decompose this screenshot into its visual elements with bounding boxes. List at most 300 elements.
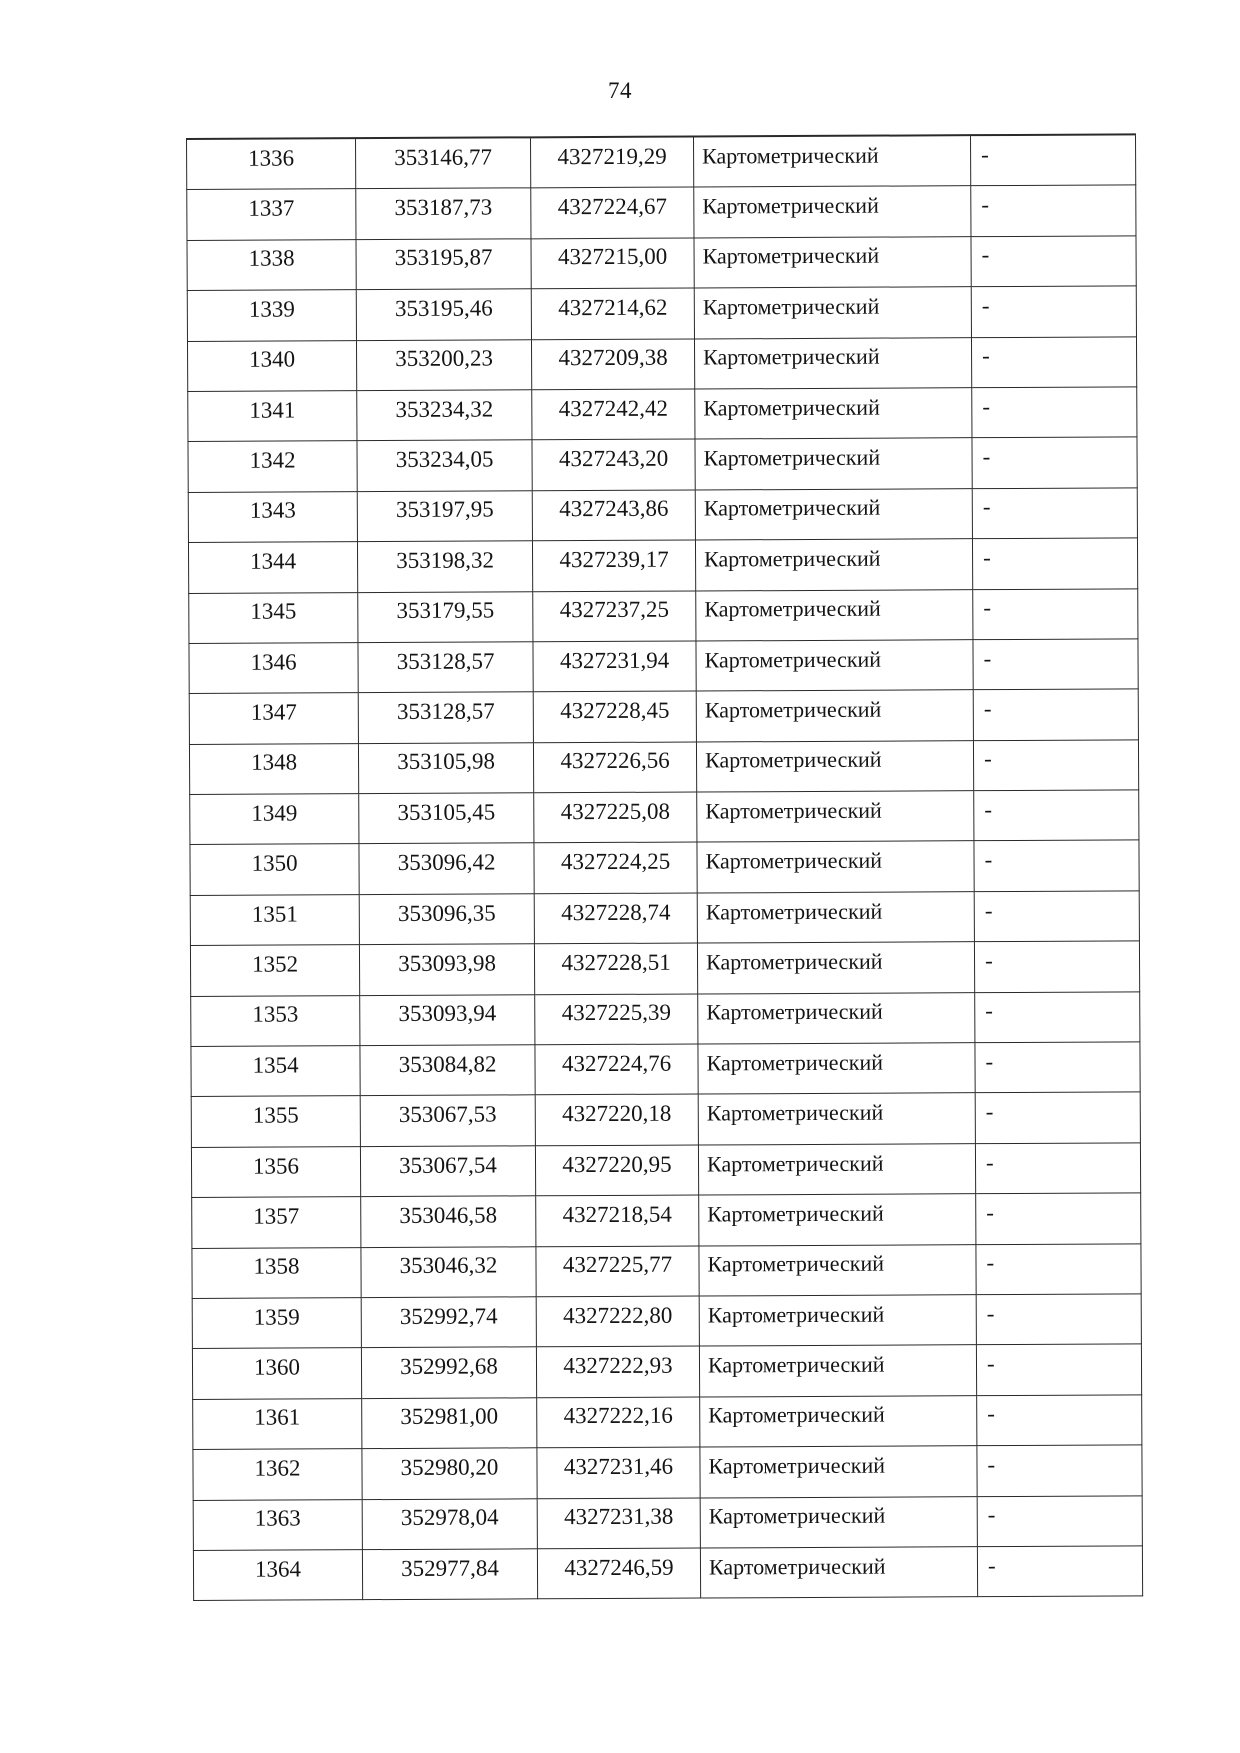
y-coordinate-cell xyxy=(536,1296,699,1347)
y-coordinate-cell-text: 4327243,86 xyxy=(559,496,669,522)
method-cell xyxy=(700,1547,977,1599)
y-coordinate-cell-text: 4327226,56 xyxy=(560,748,670,774)
accuracy-cell-text: - xyxy=(981,242,990,268)
table-row xyxy=(193,1546,1142,1601)
y-coordinate-cell-text: 4327219,29 xyxy=(557,143,667,169)
accuracy-cell xyxy=(973,588,1138,639)
table-row xyxy=(190,891,1139,946)
point-number-cell-text: 1349 xyxy=(251,800,298,826)
method-cell-text: Картометрический xyxy=(708,1452,886,1479)
coordinates-table-body xyxy=(187,134,1143,1600)
point-number-cell xyxy=(187,290,356,341)
method-cell-text: Картометрический xyxy=(702,192,879,219)
table-row xyxy=(191,1042,1140,1097)
accuracy-cell-text: - xyxy=(982,444,991,470)
y-coordinate-cell-text: 4327215,00 xyxy=(557,244,668,270)
x-coordinate-cell-text: 353096,35 xyxy=(397,900,496,926)
point-number-cell xyxy=(188,441,357,492)
method-cell xyxy=(694,236,971,288)
y-coordinate-cell-text: 4327231,38 xyxy=(564,1503,674,1530)
point-number-cell-text: 1350 xyxy=(251,850,298,876)
point-number-cell-text: 1351 xyxy=(251,901,298,927)
point-number-cell xyxy=(190,895,359,946)
point-number-cell-text: 1347 xyxy=(250,699,297,725)
point-number-cell xyxy=(191,1146,360,1197)
y-coordinate-cell-text: 4327243,20 xyxy=(558,445,669,472)
x-coordinate-cell xyxy=(362,1549,537,1600)
y-coordinate-cell xyxy=(537,1397,700,1448)
accuracy-cell xyxy=(975,991,1140,1042)
table-row xyxy=(188,387,1137,442)
y-coordinate-cell xyxy=(532,540,695,591)
x-coordinate-cell-text: 353179,55 xyxy=(396,597,495,624)
table-row xyxy=(189,588,1138,643)
y-coordinate-cell-text: 4327242,42 xyxy=(558,395,669,421)
method-cell xyxy=(700,1496,977,1548)
method-cell-text: Картометрический xyxy=(706,1099,884,1126)
x-coordinate-cell xyxy=(360,1095,535,1146)
method-cell xyxy=(699,1244,976,1296)
point-number-cell-text: 1346 xyxy=(250,649,297,675)
method-cell-text: Картометрический xyxy=(702,142,879,169)
y-coordinate-cell-text: 4327239,17 xyxy=(559,546,669,572)
method-cell xyxy=(697,892,974,944)
method-cell-text: Картометрический xyxy=(706,998,883,1025)
point-number-cell xyxy=(192,1348,361,1399)
method-cell-text: Картометрический xyxy=(707,1250,885,1277)
accuracy-cell-text: - xyxy=(981,192,990,218)
x-coordinate-cell xyxy=(358,692,533,743)
accuracy-cell xyxy=(976,1294,1141,1345)
y-coordinate-cell-text: 4327209,38 xyxy=(558,344,668,371)
page-number: 74 xyxy=(608,78,632,103)
y-coordinate-cell xyxy=(532,490,695,541)
y-coordinate-cell-text: 4327225,77 xyxy=(562,1251,673,1278)
accuracy-cell-text: - xyxy=(987,1401,995,1427)
table-row xyxy=(190,840,1139,895)
point-number-cell xyxy=(187,189,356,240)
x-coordinate-cell xyxy=(361,1347,536,1398)
point-number-cell xyxy=(189,693,358,744)
table-row xyxy=(190,941,1139,996)
table-row xyxy=(189,689,1138,744)
accuracy-cell xyxy=(974,941,1139,992)
x-coordinate-cell xyxy=(356,289,531,340)
x-coordinate-cell-text: 353146,77 xyxy=(394,144,493,170)
point-number-cell xyxy=(189,643,358,694)
accuracy-cell-text: - xyxy=(982,494,991,520)
accuracy-cell-text: - xyxy=(987,1502,996,1528)
method-cell-text: Картометрический xyxy=(704,646,882,673)
accuracy-cell-text: - xyxy=(983,645,992,671)
y-coordinate-cell-text: 4327246,59 xyxy=(564,1554,674,1580)
x-coordinate-cell xyxy=(362,1398,537,1449)
y-coordinate-cell xyxy=(533,691,696,742)
point-number-cell xyxy=(193,1550,362,1601)
x-coordinate-cell-text: 353234,05 xyxy=(395,446,494,473)
x-coordinate-cell xyxy=(359,944,534,995)
x-coordinate-cell xyxy=(357,541,532,592)
y-coordinate-cell-text: 4327220,95 xyxy=(562,1151,672,1177)
method-cell xyxy=(695,488,972,540)
point-number-cell-text: 1361 xyxy=(254,1404,301,1431)
accuracy-cell xyxy=(972,488,1137,539)
method-cell-text: Картометрический xyxy=(708,1553,886,1580)
table-row xyxy=(191,1092,1140,1147)
y-coordinate-cell xyxy=(537,1498,700,1549)
point-number-cell-text: 1340 xyxy=(249,346,296,372)
accuracy-cell xyxy=(970,134,1135,186)
y-coordinate-cell-text: 4327222,16 xyxy=(563,1403,673,1429)
accuracy-cell xyxy=(977,1546,1142,1597)
table-row xyxy=(192,1344,1141,1399)
method-cell xyxy=(695,388,972,440)
point-number-cell-text: 1360 xyxy=(253,1354,301,1380)
y-coordinate-cell xyxy=(534,792,697,843)
method-cell-text: Картометрический xyxy=(708,1402,885,1428)
accuracy-cell-text: - xyxy=(986,1300,995,1326)
x-coordinate-cell-text: 353195,87 xyxy=(394,244,493,271)
point-number-cell-text: 1359 xyxy=(253,1304,300,1330)
point-number-cell xyxy=(192,1197,361,1248)
x-coordinate-cell-text: 353198,32 xyxy=(396,547,495,573)
accuracy-cell xyxy=(974,891,1139,942)
y-coordinate-cell-text: 4327224,76 xyxy=(561,1050,672,1076)
accuracy-cell xyxy=(972,538,1137,589)
y-coordinate-cell xyxy=(532,439,695,490)
y-coordinate-cell-text: 4327224,67 xyxy=(557,193,668,220)
method-cell-text: Картометрический xyxy=(705,797,882,824)
point-number-cell-text: 1345 xyxy=(250,598,297,624)
x-coordinate-cell xyxy=(360,1146,535,1197)
x-coordinate-cell-text: 353187,73 xyxy=(394,194,493,221)
y-coordinate-cell xyxy=(533,591,696,642)
method-cell xyxy=(698,1093,975,1145)
point-number-cell xyxy=(192,1247,361,1298)
method-cell xyxy=(696,740,973,792)
y-coordinate-cell-text: 4327231,94 xyxy=(559,647,670,673)
table-row xyxy=(193,1495,1142,1550)
method-cell xyxy=(698,992,975,1044)
point-number-cell-text: 1354 xyxy=(252,1052,299,1078)
accuracy-cell xyxy=(971,185,1136,236)
point-number-cell-text: 1355 xyxy=(252,1102,299,1128)
accuracy-cell-text: - xyxy=(984,948,993,974)
method-cell xyxy=(697,841,974,893)
x-coordinate-cell xyxy=(358,591,533,642)
x-coordinate-cell-text: 353093,98 xyxy=(398,950,496,976)
x-coordinate-cell-text: 353195,46 xyxy=(394,295,493,321)
method-cell-text: Картометрический xyxy=(704,696,882,723)
y-coordinate-cell-text: 4327222,80 xyxy=(563,1302,673,1328)
accuracy-cell xyxy=(977,1395,1142,1446)
x-coordinate-cell-text: 353067,53 xyxy=(398,1101,497,1128)
accuracy-cell xyxy=(971,286,1136,337)
table-row xyxy=(191,991,1140,1046)
accuracy-cell-text: - xyxy=(983,746,992,772)
method-cell xyxy=(698,1143,975,1195)
accuracy-cell xyxy=(973,689,1138,740)
method-cell xyxy=(699,1295,976,1347)
table-row xyxy=(193,1445,1142,1500)
method-cell-text: Картометрический xyxy=(703,444,881,471)
x-coordinate-cell xyxy=(359,843,534,894)
method-cell-text: Картометрический xyxy=(707,1301,885,1328)
y-coordinate-cell xyxy=(531,238,694,289)
table-row xyxy=(187,286,1136,341)
accuracy-cell-text: - xyxy=(987,1552,996,1578)
point-number-cell xyxy=(191,1096,360,1147)
accuracy-cell-text: - xyxy=(986,1351,995,1377)
x-coordinate-cell xyxy=(362,1448,537,1499)
y-coordinate-cell-text: 4327222,93 xyxy=(563,1352,673,1379)
method-cell xyxy=(696,589,973,641)
y-coordinate-cell-text: 4327228,45 xyxy=(560,697,670,724)
accuracy-cell-text: - xyxy=(983,595,992,621)
accuracy-cell-text: - xyxy=(984,897,993,923)
point-number-cell xyxy=(193,1449,362,1500)
point-number-cell xyxy=(187,340,356,391)
accuracy-cell xyxy=(977,1445,1142,1496)
point-number-cell-text: 1338 xyxy=(248,245,295,272)
x-coordinate-cell-text: 353105,45 xyxy=(397,799,496,825)
method-cell xyxy=(700,1446,977,1498)
y-coordinate-cell xyxy=(531,137,694,189)
accuracy-cell xyxy=(975,1092,1140,1143)
accuracy-cell xyxy=(975,1143,1140,1194)
point-number-cell-text: 1356 xyxy=(252,1152,300,1179)
point-number-cell xyxy=(193,1398,362,1449)
point-number-cell-text: 1352 xyxy=(251,951,299,977)
point-number-cell-text: 1337 xyxy=(248,195,295,221)
accuracy-cell xyxy=(976,1344,1141,1395)
y-coordinate-cell xyxy=(537,1447,700,1498)
x-coordinate-cell-text: 353197,95 xyxy=(395,496,494,523)
table-row xyxy=(188,488,1137,543)
x-coordinate-cell xyxy=(361,1246,536,1297)
x-coordinate-cell xyxy=(360,1045,535,1096)
method-cell-text: Картометрический xyxy=(704,595,881,622)
accuracy-cell-text: - xyxy=(985,1149,994,1175)
y-coordinate-cell xyxy=(536,1246,699,1297)
y-coordinate-cell xyxy=(534,842,697,893)
x-coordinate-cell-text: 353093,94 xyxy=(398,1000,497,1027)
y-coordinate-cell-text: 4327218,54 xyxy=(562,1201,672,1228)
x-coordinate-cell xyxy=(357,491,532,542)
method-cell xyxy=(694,337,971,389)
point-number-cell-text: 1362 xyxy=(254,1455,301,1481)
point-number-cell xyxy=(191,995,360,1046)
method-cell-text: Картометрический xyxy=(708,1502,886,1529)
y-coordinate-cell xyxy=(534,893,697,944)
method-cell-text: Картометрический xyxy=(707,1351,885,1378)
x-coordinate-cell-text: 353096,42 xyxy=(397,849,496,876)
method-cell-text: Картометрический xyxy=(705,847,883,874)
point-number-cell xyxy=(192,1298,361,1349)
y-coordinate-cell-text: 4327228,74 xyxy=(561,899,671,925)
table-row xyxy=(188,538,1137,593)
x-coordinate-cell-text: 353128,57 xyxy=(396,698,495,724)
x-coordinate-cell xyxy=(361,1297,536,1348)
method-cell xyxy=(695,539,972,591)
x-coordinate-cell-text: 353084,82 xyxy=(398,1051,497,1077)
method-cell-text: Картометрический xyxy=(705,898,883,925)
accuracy-cell-text: - xyxy=(982,393,991,419)
point-number-cell xyxy=(189,592,358,643)
accuracy-cell xyxy=(973,740,1138,791)
accuracy-cell xyxy=(976,1193,1141,1244)
method-cell-text: Картометрический xyxy=(705,948,883,975)
accuracy-cell-text: - xyxy=(984,847,993,873)
accuracy-cell-text: - xyxy=(981,292,990,318)
accuracy-cell xyxy=(973,639,1138,690)
method-cell-text: Картометрический xyxy=(706,1049,884,1076)
point-number-cell-text: 1344 xyxy=(250,548,297,574)
x-coordinate-cell xyxy=(356,239,531,290)
table-row xyxy=(189,740,1138,795)
method-cell-text: Картометрический xyxy=(703,495,881,521)
accuracy-cell-text: - xyxy=(983,696,992,722)
x-coordinate-cell-text: 353067,54 xyxy=(399,1151,497,1178)
point-number-cell xyxy=(190,945,359,996)
accuracy-cell xyxy=(971,236,1136,287)
table-row xyxy=(191,1143,1140,1198)
method-cell-text: Картометрический xyxy=(707,1200,884,1227)
x-coordinate-cell xyxy=(356,188,531,239)
method-cell xyxy=(694,186,971,238)
x-coordinate-cell-text: 353128,57 xyxy=(396,648,495,674)
point-number-cell-text: 1353 xyxy=(252,1001,299,1028)
x-coordinate-cell xyxy=(362,1498,537,1549)
method-cell xyxy=(693,135,970,187)
method-cell xyxy=(700,1395,977,1447)
method-cell-text: Картометрический xyxy=(706,1150,884,1176)
method-cell xyxy=(698,1043,975,1095)
y-coordinate-cell-text: 4327225,39 xyxy=(561,999,671,1026)
x-coordinate-cell xyxy=(359,793,534,844)
y-coordinate-cell xyxy=(531,187,694,238)
accuracy-cell-text: - xyxy=(984,796,993,822)
table-row xyxy=(190,790,1139,845)
accuracy-cell-text: - xyxy=(982,544,991,570)
y-coordinate-cell xyxy=(535,1145,698,1196)
accuracy-cell xyxy=(972,387,1137,438)
point-number-cell xyxy=(190,844,359,895)
x-coordinate-cell-text: 353200,23 xyxy=(395,345,494,372)
y-coordinate-cell-text: 4327228,51 xyxy=(561,949,671,976)
point-number-cell xyxy=(188,491,357,542)
method-cell xyxy=(699,1194,976,1246)
method-cell-text: Картометрический xyxy=(703,343,880,370)
table-row xyxy=(187,134,1136,190)
method-cell xyxy=(699,1345,976,1397)
method-cell-text: Картометрический xyxy=(703,394,880,421)
point-number-cell-text: 1348 xyxy=(250,749,298,776)
y-coordinate-cell xyxy=(537,1548,700,1599)
method-cell xyxy=(697,791,974,843)
point-number-cell-text: 1343 xyxy=(249,497,296,524)
x-coordinate-cell xyxy=(356,137,531,189)
accuracy-cell-text: - xyxy=(986,1199,994,1225)
accuracy-cell xyxy=(971,336,1136,387)
y-coordinate-cell-text: 4327237,25 xyxy=(559,596,669,623)
x-coordinate-cell xyxy=(360,994,535,1045)
table-row xyxy=(187,336,1136,391)
x-coordinate-cell-text: 352980,20 xyxy=(400,1454,499,1480)
method-cell xyxy=(696,690,973,742)
y-coordinate-cell xyxy=(533,641,696,692)
method-cell xyxy=(697,942,974,994)
accuracy-cell xyxy=(976,1243,1141,1294)
x-coordinate-cell xyxy=(357,440,532,491)
y-coordinate-cell xyxy=(536,1346,699,1397)
method-cell-text: Картометрический xyxy=(704,545,881,572)
table-row xyxy=(192,1193,1141,1248)
method-cell-text: Картометрический xyxy=(702,293,880,320)
accuracy-cell xyxy=(975,1042,1140,1093)
y-coordinate-cell xyxy=(531,339,694,390)
x-coordinate-cell-text: 352981,00 xyxy=(400,1403,499,1430)
x-coordinate-cell-text: 352992,68 xyxy=(400,1353,498,1380)
table-row xyxy=(187,185,1136,240)
x-coordinate-cell-text: 353105,98 xyxy=(397,748,495,775)
point-number-cell xyxy=(187,138,356,190)
y-coordinate-cell xyxy=(535,994,698,1045)
point-number-cell-text: 1357 xyxy=(253,1203,300,1229)
y-coordinate-cell xyxy=(531,288,694,339)
point-number-cell xyxy=(189,743,358,794)
method-cell xyxy=(696,640,973,692)
point-number-cell xyxy=(190,794,359,845)
accuracy-cell-text: - xyxy=(982,343,990,369)
accuracy-cell-text: - xyxy=(986,1250,995,1276)
x-coordinate-cell xyxy=(358,642,533,693)
coordinates-table xyxy=(186,133,1143,1601)
table-row xyxy=(192,1243,1141,1298)
point-number-cell xyxy=(193,1499,362,1550)
point-number-cell xyxy=(191,1046,360,1097)
method-cell xyxy=(695,438,972,490)
x-coordinate-cell-text: 353046,32 xyxy=(399,1252,498,1279)
y-coordinate-cell xyxy=(535,1094,698,1145)
table-row xyxy=(192,1294,1141,1349)
point-number-cell xyxy=(188,391,357,442)
x-coordinate-cell xyxy=(359,894,534,945)
point-number-cell-text: 1341 xyxy=(249,397,296,423)
accuracy-cell-text: - xyxy=(985,1099,994,1125)
x-coordinate-cell-text: 352992,74 xyxy=(399,1303,498,1329)
point-number-cell-text: 1342 xyxy=(249,447,296,473)
table-row xyxy=(188,437,1137,492)
point-number-cell-text: 1336 xyxy=(248,145,295,171)
accuracy-cell-text: - xyxy=(985,998,994,1024)
accuracy-cell xyxy=(974,840,1139,891)
y-coordinate-cell xyxy=(533,742,696,793)
method-cell-text: Картометрический xyxy=(702,243,880,269)
y-coordinate-cell-text: 4327231,46 xyxy=(563,1453,674,1480)
point-number-cell-text: 1364 xyxy=(254,1556,302,1582)
x-coordinate-cell xyxy=(361,1196,536,1247)
y-coordinate-cell-text: 4327224,25 xyxy=(560,848,671,875)
accuracy-cell-text: - xyxy=(987,1451,996,1477)
x-coordinate-cell-text: 352978,04 xyxy=(400,1504,499,1531)
table-row xyxy=(193,1395,1142,1450)
accuracy-cell xyxy=(977,1495,1142,1546)
y-coordinate-cell xyxy=(532,389,695,440)
accuracy-cell-text: - xyxy=(981,141,989,167)
x-coordinate-cell xyxy=(357,390,532,441)
table-row xyxy=(187,236,1136,291)
